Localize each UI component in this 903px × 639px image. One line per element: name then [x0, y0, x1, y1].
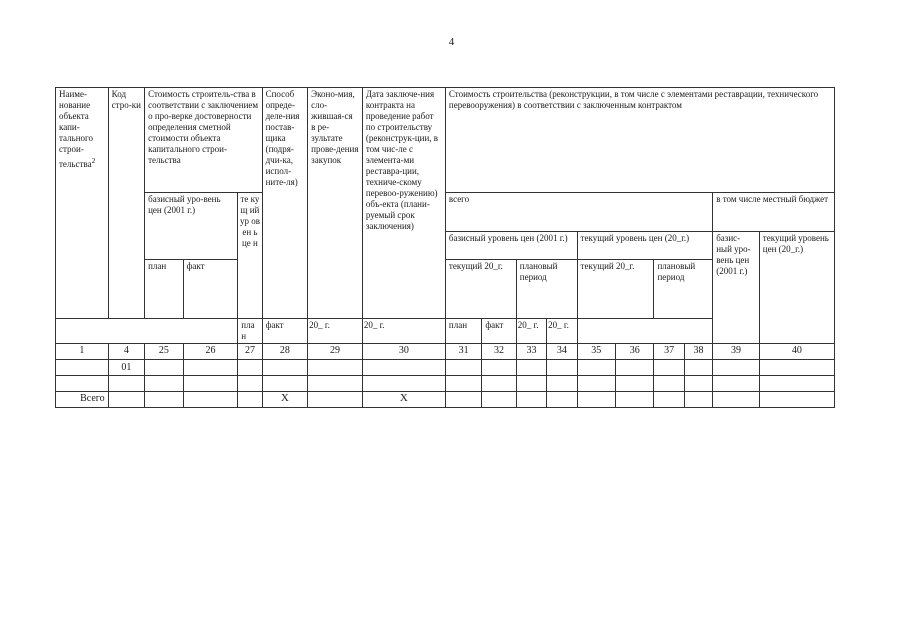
cell[interactable]	[577, 376, 615, 392]
cell[interactable]	[445, 360, 481, 376]
cell[interactable]	[108, 392, 144, 408]
cell[interactable]	[183, 392, 238, 408]
cell[interactable]	[262, 360, 308, 376]
cell[interactable]	[238, 392, 262, 408]
header-local-current-level: текущий уровень цен (20_г.)	[759, 232, 834, 344]
cell[interactable]	[308, 360, 363, 376]
cell[interactable]	[108, 376, 144, 392]
column-number: 34	[547, 344, 577, 360]
cell[interactable]	[684, 392, 712, 408]
cell[interactable]	[654, 392, 684, 408]
cell[interactable]	[362, 376, 445, 392]
cell[interactable]	[145, 360, 183, 376]
header-basic-planned-period: плановый период	[516, 260, 577, 319]
cell[interactable]	[445, 376, 481, 392]
header-current-level-20: текущий уровень цен (20_г.)	[577, 232, 713, 260]
header-current-current-20: текущий 20_г.	[577, 260, 654, 319]
cell[interactable]	[713, 376, 760, 392]
column-number: 25	[145, 344, 183, 360]
header-basic-year-b: 20_ г.	[362, 319, 445, 344]
cell[interactable]	[482, 392, 516, 408]
cell[interactable]	[713, 392, 760, 408]
cell[interactable]	[56, 360, 109, 376]
cell[interactable]	[145, 376, 183, 392]
cell[interactable]	[362, 360, 445, 376]
column-number: 32	[482, 344, 516, 360]
cell[interactable]	[547, 360, 577, 376]
column-number: 30	[362, 344, 445, 360]
header-contract-date: Дата заключе-ния контракта на проведение работ по строительству (реконструк-ции, в том чис-ле с элемента-ми реставра-ции, техниче-скому перевоо-ружению) объ-екта (плани-руемый срок заключения)	[362, 88, 445, 319]
cell[interactable]	[56, 376, 109, 392]
column-number: 29	[308, 344, 363, 360]
header-basic-price-level: базисный уро-вень цен (2001 г.)	[145, 193, 238, 260]
page-number: 4	[448, 36, 455, 48]
header-basic-fact: факт	[262, 319, 308, 344]
cell[interactable]	[547, 392, 577, 408]
cell[interactable]	[445, 392, 481, 408]
cell[interactable]	[482, 360, 516, 376]
column-number: 33	[516, 344, 546, 360]
cell[interactable]	[759, 392, 834, 408]
cell[interactable]	[145, 392, 183, 408]
column-number: 40	[759, 344, 834, 360]
header-total: всего	[445, 193, 712, 232]
header-current-fact: факт	[482, 319, 516, 344]
header-basic-year-a: 20_ г.	[308, 319, 363, 344]
cell[interactable]	[308, 376, 363, 392]
cell[interactable]	[616, 360, 654, 376]
cell[interactable]	[654, 360, 684, 376]
cell[interactable]	[183, 360, 238, 376]
column-number: 35	[577, 344, 615, 360]
cell[interactable]	[654, 376, 684, 392]
cell[interactable]	[547, 376, 577, 392]
header-supplier-method: Способ опреде-деле-ния постав-щика (подря-дчи-ка, испол-ните-ля)	[262, 88, 308, 319]
header-current-price-level: те ку щ ий ур ов ен ь це н	[238, 193, 262, 319]
header-basic-level-2001: базисный уровень цен (2001 г.)	[445, 232, 577, 260]
header-cost-by-contract: Стоимость строительства (реконструкции, в том числе с элементами реставрации, технического перевооружения) в соответствии с заключенным контрактом	[445, 88, 834, 193]
header-current-planned-period: плановый период	[654, 260, 713, 319]
column-number: 27	[238, 344, 262, 360]
total-label: Всего	[56, 392, 109, 408]
cell[interactable]	[262, 376, 308, 392]
header-current-year-b: 20_ г.	[547, 319, 577, 344]
cell[interactable]	[308, 392, 363, 408]
x-mark-date: Х	[362, 392, 445, 408]
column-number: 1	[56, 344, 109, 360]
cell[interactable]	[516, 376, 546, 392]
cell[interactable]	[238, 376, 262, 392]
column-numbers-row	[56, 344, 835, 360]
column-number: 4	[108, 344, 144, 360]
cell[interactable]	[713, 360, 760, 376]
header-current-plan: план	[445, 319, 481, 344]
column-number: 36	[616, 344, 654, 360]
header-basic-plan: план	[238, 319, 262, 344]
header-plan: план	[145, 260, 183, 319]
cell[interactable]	[577, 360, 615, 376]
cell[interactable]	[684, 360, 712, 376]
column-number: 31	[445, 344, 481, 360]
header-economy: Эконо-мия, сло-жившая-ся в ре-зультате прове-дения закупок	[308, 88, 363, 319]
column-number: 28	[262, 344, 308, 360]
total-row	[56, 392, 835, 408]
column-number: 26	[183, 344, 238, 360]
header-basic-current-20: текущий 20_г.	[445, 260, 516, 319]
cell[interactable]	[759, 360, 834, 376]
cell[interactable]	[616, 392, 654, 408]
column-number: 37	[654, 344, 684, 360]
table-row	[56, 360, 835, 376]
header-local-basic-level: базис-ный уро-вень цен (2001 г.)	[713, 232, 760, 344]
header-object-name: Наиме-нование объекта капи-тального строи-тельства$^2$	[56, 88, 109, 319]
cell[interactable]	[183, 376, 238, 392]
cell[interactable]	[684, 376, 712, 392]
header-row-code: Код стро-ки	[108, 88, 144, 319]
cell[interactable]	[482, 376, 516, 392]
header-spacer	[56, 319, 238, 344]
cell[interactable]	[577, 392, 615, 408]
footnote-mark: 2	[91, 156, 96, 165]
column-number: 39	[713, 344, 760, 360]
row-code-cell: 01	[108, 360, 144, 376]
table-row	[56, 376, 835, 392]
header-local-budget: в том числе местный бюджет	[713, 193, 835, 232]
cell[interactable]	[516, 392, 546, 408]
header-fact: факт	[183, 260, 238, 319]
cell[interactable]	[516, 360, 546, 376]
column-number: 38	[684, 344, 712, 360]
header-current-year-a: 20_ г.	[516, 319, 546, 344]
cell[interactable]	[616, 376, 654, 392]
construction-cost-table	[55, 87, 835, 408]
cell[interactable]	[238, 360, 262, 376]
header-cost-by-conclusion: Стоимость строитель-ства в соответствии с заключением о про-верке достоверности определения сметной стоимости объекта капитального строи-тельства	[145, 88, 262, 193]
cell[interactable]	[759, 376, 834, 392]
x-mark-method: Х	[262, 392, 308, 408]
